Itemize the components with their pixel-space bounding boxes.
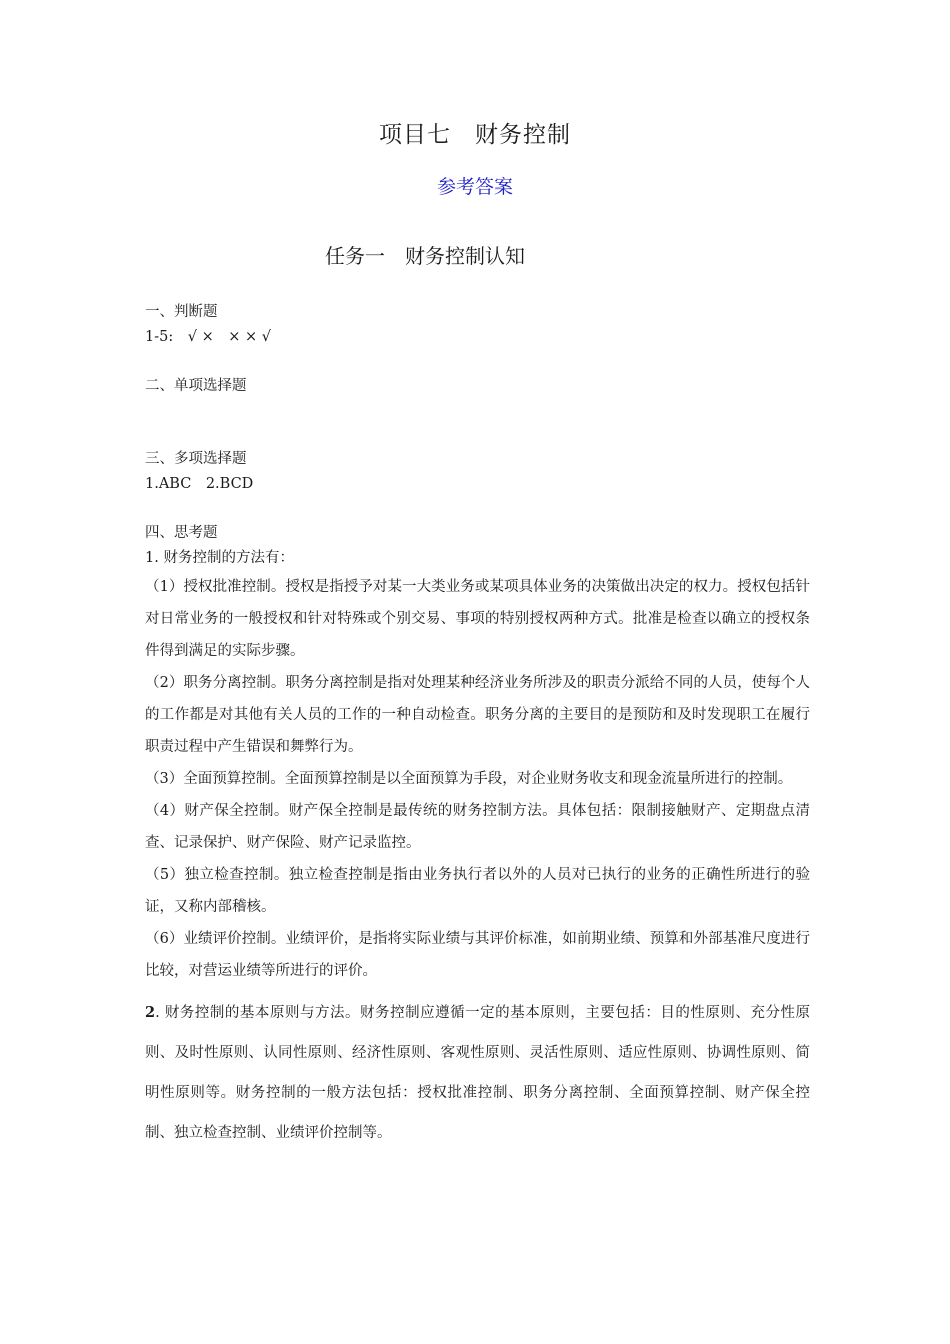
q2-text: . 财务控制的基本原则与方法。财务控制应遵循一定的基本原则，主要包括：目的性原则、充分性原则、及时性原则、认同性原则、经济性原则、客观性原则、灵活性原则、适应性原则、协调性原则、简明性原则等。财务控制的一般方法包括：授权批准控制、职务分离控制、全面预算控制、财产保全控制、独立检查控制、业绩评价控制等。 <box>145 1005 810 1141</box>
section-heading-think: 四、思考题 <box>145 525 218 541</box>
task-heading: 任务一 财务控制认知 <box>325 244 525 268</box>
q2-paragraph <box>145 993 810 1153</box>
q1-item-4: （4）财产保全控制。财产保全控制是最传统的财务控制方法。具体包括：限制接触财产、定期盘点清查、记录保护、财产保险、财产记录监控。 <box>145 803 810 851</box>
document-title: 项目七 财务控制 <box>379 122 571 148</box>
multi-answers: 1.ABC 2.BCD <box>145 476 254 492</box>
q2-number: 2 <box>145 1004 156 1021</box>
judge-answers: 1-5: √ × × × √ <box>145 329 271 345</box>
document-subtitle: 参考答案 <box>436 176 513 198</box>
q1-item-2: （2）职务分离控制。职务分离控制是指对处理某种经济业务所涉及的职责分派给不同的人员，使每个人的工作都是对其他有关人员的工作的一种自动检查。职务分离的主要目的是预防和及时发现职工在履行职责过程中产生错误和舞弊行为。 <box>145 675 810 755</box>
section-heading-judge: 一、判断题 <box>145 304 218 320</box>
section-heading-multi: 三、多项选择题 <box>145 451 247 467</box>
q1-item-3: （3）全面预算控制。全面预算控制是以全面预算为手段，对企业财务收支和现金流量所进行的控制。 <box>145 771 793 787</box>
q1-item-5: （5）独立检查控制。独立检查控制是指由业务执行者以外的人员对已执行的业务的正确性所进行的验证，又称内部稽核。 <box>145 867 810 915</box>
q1-intro: 1. 财务控制的方法有： <box>145 550 294 566</box>
q1-item-6: （6）业绩评价控制。业绩评价，是指将实际业绩与其评价标准，如前期业绩、预算和外部基准尺度进行比较，对营运业绩等所进行的评价。 <box>145 931 810 979</box>
q1-item-1: （1）授权批准控制。授权是指授予对某一大类业务或某项具体业务的决策做出决定的权力。授权包括针对日常业务的一般授权和针对特殊或个别交易、事项的特别授权两种方式。批准是检查以确立的授权条件得到满足的实际步骤。 <box>145 579 810 659</box>
section-heading-single: 二、单项选择题 <box>145 378 247 394</box>
document-body <box>145 300 810 1153</box>
